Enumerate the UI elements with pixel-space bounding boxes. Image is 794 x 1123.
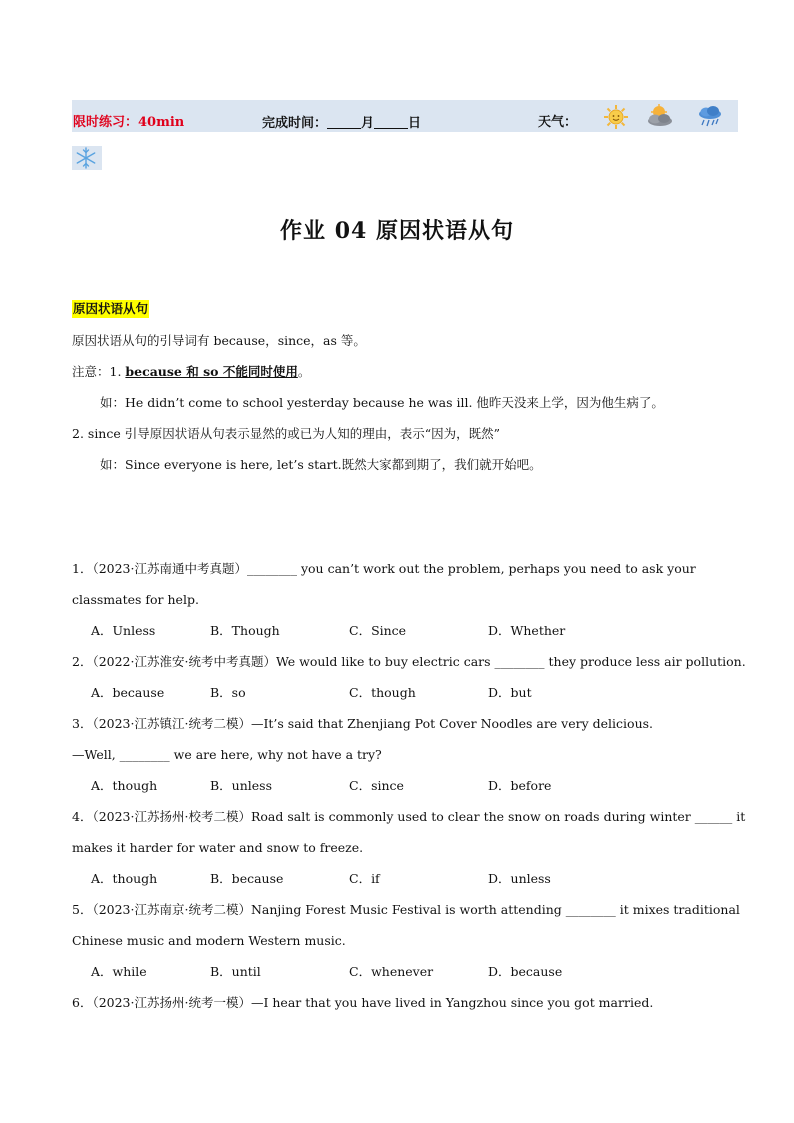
question-5-line-1: 5．（2023·江苏南京·统考二模）Nanjing Forest Music Festival is worth attending ________ it mixes traditional — [72, 902, 740, 917]
note-1-emphasis: because 和 so 不能同时使用 — [125, 364, 298, 379]
sun-icon — [603, 104, 629, 130]
completion-time — [262, 114, 421, 133]
question-4-option-c[interactable]: C．if — [349, 871, 380, 886]
weather-label: 天气： — [538, 115, 578, 130]
page-title: 作业 04 原因状语从句 — [280, 218, 514, 244]
completion-time-label: 完成时间： — [262, 116, 328, 131]
question-2-line-1: 2．（2022·江苏淮安·统考中考真题）We would like to buy electric cars ________ they produce less air pollution. — [72, 654, 746, 669]
question-1-option-d[interactable]: D．Whether — [488, 623, 566, 638]
question-3-line-1: 3．（2023·江苏镇江·统考二模）—It’s said that Zhenjiang Pot Cover Noodles are very delicious. — [72, 716, 654, 731]
note-1-prefix: 注意：1. — [72, 364, 126, 379]
question-1-line-2: classmates for help. — [72, 592, 199, 607]
snowflake-icon — [75, 147, 97, 169]
question-3-line-2: —Well, ________ we are here, why not have a try? — [72, 747, 382, 762]
question-5-option-c[interactable]: C．whenever — [349, 964, 434, 979]
question-5-option-b[interactable]: B．until — [210, 964, 261, 979]
question-4-option-b[interactable]: B．because — [210, 871, 284, 886]
question-2-option-a[interactable]: A．because — [91, 685, 165, 700]
time-limit-label: 限时练习：40min — [73, 115, 185, 130]
intro-text: 原因状语从句的引导词有 because，since，as 等。 — [72, 333, 366, 348]
question-1-option-a[interactable]: A．Unless — [91, 623, 156, 638]
day-blank[interactable] — [374, 114, 408, 129]
month-label: 月 — [361, 116, 375, 131]
question-2-option-b[interactable]: B．so — [210, 685, 246, 700]
question-3-option-d[interactable]: D．before — [488, 778, 552, 793]
note-1-end: 。 — [297, 364, 311, 379]
question-3-option-a[interactable]: A．though — [91, 778, 158, 793]
question-4-option-d[interactable]: D．unless — [488, 871, 551, 886]
question-3-option-c[interactable]: C．since — [349, 778, 404, 793]
question-1-option-c[interactable]: C．Since — [349, 623, 407, 638]
question-3-option-b[interactable]: B．unless — [210, 778, 273, 793]
question-4-line-2: makes it harder for water and snow to freeze. — [72, 840, 364, 855]
question-2-option-d[interactable]: D．but — [488, 685, 532, 700]
question-6-line-1: 6．（2023·江苏扬州·统考一模）—I hear that you have lived in Yangzhou since you got married. — [72, 995, 654, 1010]
section-label: 原因状语从句 — [73, 301, 149, 316]
question-4-line-1: 4．（2023·江苏扬州·校考二模）Road salt is commonly used to clear the snow on roads during winter ______ it — [72, 809, 746, 824]
note-1 — [72, 363, 310, 381]
question-1-option-b[interactable]: B．Though — [210, 623, 280, 638]
question-4-option-a[interactable]: A．though — [91, 871, 158, 886]
question-1-line-1: 1．（2023·江苏南通中考真题）________ you can’t work out the problem, perhaps you need to ask your — [72, 561, 696, 576]
question-5-line-2: Chinese music and modern Western music. — [72, 933, 346, 948]
question-2-option-c[interactable]: C．though — [349, 685, 416, 700]
partly-cloudy-icon — [645, 104, 675, 128]
question-5-option-a[interactable]: A．while — [91, 964, 147, 979]
rain-icon — [697, 104, 723, 130]
note-2: 2. since 引导原因状语从句表示显然的或已为人知的理由，表示“因为，既然” — [72, 426, 501, 441]
month-blank[interactable] — [327, 114, 361, 129]
question-5-option-d[interactable]: D．because — [488, 964, 563, 979]
example-1: 如：He didn’t come to school yesterday because he was ill. 他昨天没来上学，因为他生病了。 — [100, 395, 664, 410]
day-label: 日 — [408, 116, 422, 131]
example-2: 如：Since everyone is here, let’s start.既然大家都到期了，我们就开始吧。 — [100, 457, 542, 472]
